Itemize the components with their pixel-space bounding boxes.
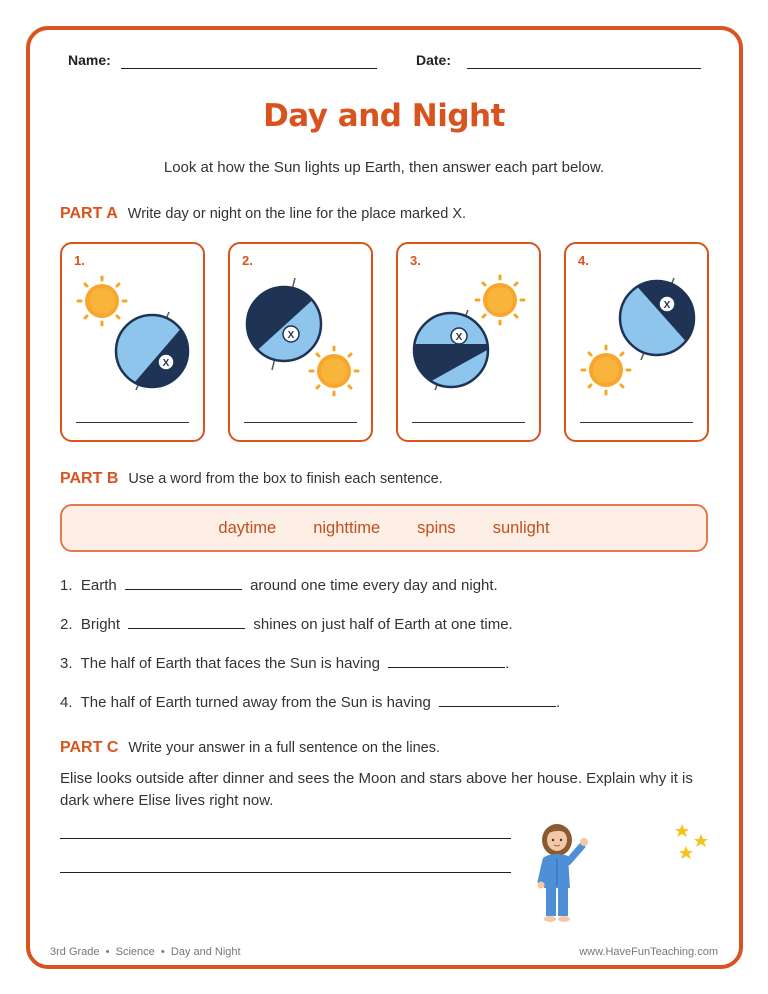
sentence-number: 2.	[60, 616, 73, 633]
svg-text:X: X	[455, 332, 463, 343]
fill-in-blank[interactable]	[439, 693, 556, 707]
answer-line[interactable]	[76, 422, 189, 423]
earth-diagram-2	[230, 244, 375, 444]
part-a-instruction: Write day or night on the line for the place marked X.	[127, 206, 467, 222]
earth-diagram-3	[398, 244, 543, 444]
name-line[interactable]	[121, 68, 377, 69]
x-marker	[283, 326, 299, 342]
card-number: 3.	[410, 253, 421, 268]
sun-icon	[310, 347, 358, 395]
earth-globe	[116, 304, 202, 404]
footer-separator: •	[160, 946, 165, 958]
sentence-text: .	[505, 655, 510, 672]
card-number: 4.	[578, 253, 589, 268]
footer-separator: •	[105, 946, 110, 958]
footer-breadcrumb	[50, 946, 241, 958]
card-number: 2.	[242, 253, 253, 268]
word-bank-item: sunlight	[492, 518, 550, 537]
part-c-instruction: Write your answer in a full sentence on the lines.	[128, 740, 441, 756]
sentence-text: The half of Earth that faces the Sun is having	[80, 655, 380, 672]
footer-grade: 3rd Grade	[50, 946, 100, 958]
fill-in-blank[interactable]	[125, 576, 242, 590]
footer-website[interactable]: www.HaveFunTeaching.com	[579, 946, 718, 958]
svg-text:X: X	[663, 300, 671, 311]
footer-subject: Science	[115, 946, 155, 958]
footer-topic: Day and Night	[170, 946, 241, 958]
part-c-tag: PART C	[60, 739, 119, 756]
svg-text:X: X	[162, 358, 170, 369]
sun-icon	[582, 346, 630, 394]
earth-globe	[240, 278, 330, 370]
sentence-text: The half of Earth turned away from the Sun is having	[80, 694, 431, 711]
word-bank-item: spins	[417, 518, 456, 537]
earth-card-2	[228, 242, 373, 442]
earth-diagram-4	[566, 244, 711, 444]
earth-card-3	[396, 242, 541, 442]
girl-illustration	[530, 818, 596, 926]
svg-text:X: X	[287, 330, 295, 341]
word-bank-item: daytime	[218, 518, 277, 537]
sentence-text: Earth	[80, 577, 117, 594]
earth-globe	[620, 274, 706, 364]
sentence-4	[60, 693, 560, 711]
answer-line[interactable]	[244, 422, 357, 423]
word-bank-item: nighttime	[313, 518, 381, 537]
fill-in-blank[interactable]	[388, 654, 505, 668]
earth-card-1	[60, 242, 205, 442]
moon-stars-icon	[640, 814, 712, 864]
name-label: Name:	[68, 52, 111, 68]
sentence-number: 3.	[60, 655, 73, 672]
answer-line[interactable]	[60, 872, 511, 873]
earth-card-4	[564, 242, 709, 442]
sentence-text: Bright	[80, 616, 121, 633]
x-marker	[158, 354, 174, 370]
sentence-text: around one time every day and night.	[250, 577, 498, 594]
sentence-text: shines on just half of Earth at one time.	[253, 616, 513, 633]
date-label: Date:	[416, 52, 452, 68]
part-c-prompt: Elise looks outside after dinner and sees the Moon and stars above her house. Explain why it is dark where Elise lives right now.	[60, 770, 693, 809]
x-marker	[659, 296, 675, 312]
part-b-instruction: Use a word from the box to finish each sentence.	[128, 471, 443, 487]
sun-icon	[476, 276, 524, 324]
page-subtitle: Look at how the Sun lights up Earth, then answer each part below.	[163, 159, 605, 176]
card-number: 1.	[74, 253, 85, 268]
sentence-3	[60, 654, 509, 672]
earth-globe	[408, 310, 498, 394]
answer-line[interactable]	[580, 422, 693, 423]
answer-line[interactable]	[412, 422, 525, 423]
date-line[interactable]	[467, 68, 701, 69]
word-bank	[60, 504, 708, 552]
sentence-1	[60, 576, 498, 594]
x-marker	[451, 328, 467, 344]
sentence-text: .	[555, 694, 561, 711]
sentence-number: 1.	[60, 577, 73, 594]
sun-icon	[78, 277, 126, 325]
earth-diagram-1	[62, 244, 207, 444]
part-a-heading	[60, 205, 466, 223]
sentence-number: 4.	[60, 694, 73, 711]
part-b-tag: PART B	[60, 470, 119, 487]
part-c-heading	[60, 739, 440, 757]
fill-in-blank[interactable]	[128, 615, 245, 629]
page-title: Day and Night	[263, 98, 505, 134]
part-b-heading	[60, 470, 443, 488]
sentence-2	[60, 615, 513, 633]
answer-line[interactable]	[60, 838, 511, 839]
part-a-tag: PART A	[60, 205, 118, 222]
